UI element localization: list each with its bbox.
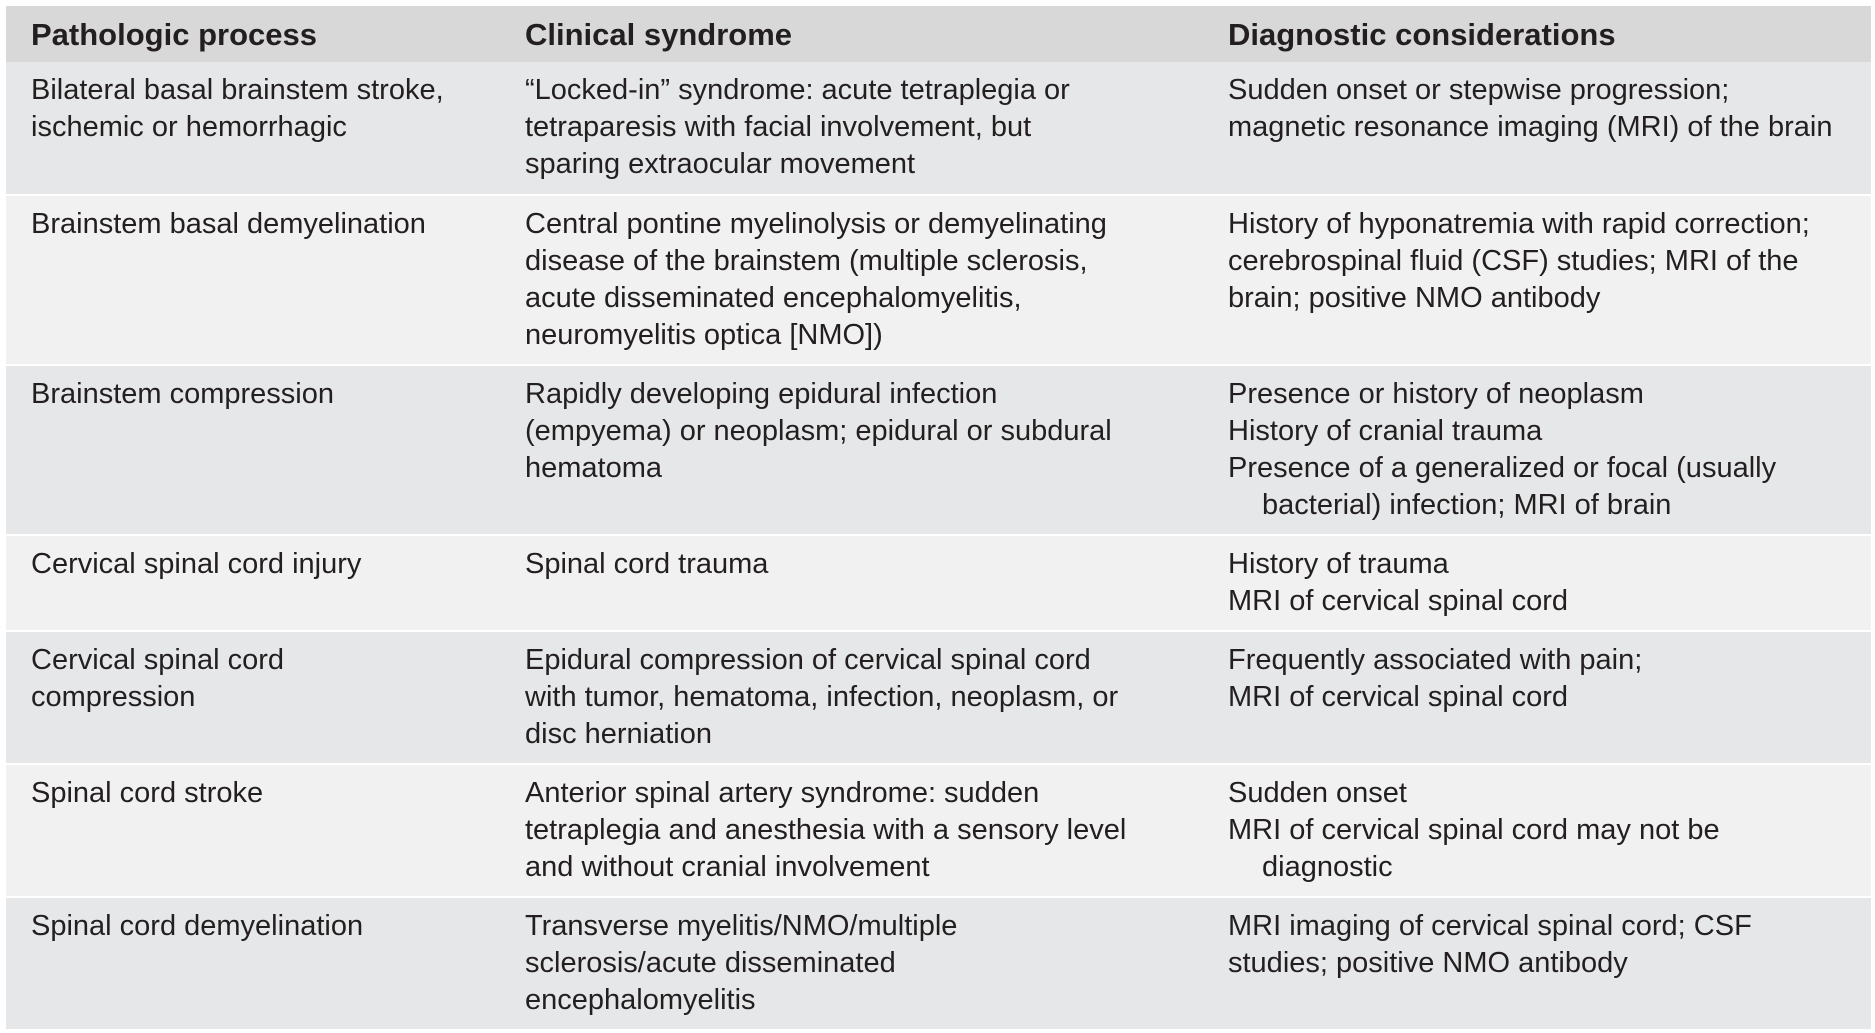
table-row [6,536,1871,630]
differential-diagnosis-table [6,6,1871,1029]
process-cell: Cervical spinal cord injury [31,548,362,580]
table-header-row [6,6,1871,62]
column-header-pathologic-process: Pathologic process [31,17,317,52]
syndrome-cell: Transverse myelitis/NMO/multiple sclerosis/acute disseminated encephalomyelitis [525,910,958,1016]
process-cell: Brainstem compression [31,378,334,410]
diagnostic-cell: Frequently associated with pain; MRI of cervical spinal cord [1228,644,1643,713]
diagnostic-cell: History of trauma MRI of cervical spinal cord [1228,548,1569,617]
process-cell: Bilateral basal brainstem stroke, ischemic or hemorrhagic [31,74,444,143]
diagnostic-cell: Sudden onset MRI of cervical spinal cord may not be diagnostic [1228,777,1720,883]
syndrome-cell: Anterior spinal artery syndrome: sudden tetraplegia and anesthesia with a sensory level and without cranial involvement [525,777,1127,883]
table-row [6,898,1871,1029]
syndrome-cell: “Locked-in” syndrome: acute tetraplegia or tetraparesis with facial involvement, but sparing extraocular movement [525,74,1070,180]
diagnostic-cell: MRI imaging of cervical spinal cord; CSF studies; positive NMO antibody [1228,910,1752,979]
process-cell: Spinal cord demyelination [31,910,364,942]
syndrome-cell: Rapidly developing epidural infection (empyema) or neoplasm; epidural or subdural hematoma [525,378,1112,484]
table-row [6,765,1871,896]
column-header-diagnostic-considerations: Diagnostic considerations [1228,17,1616,52]
diagnostic-cell: History of hyponatremia with rapid correction; cerebrospinal fluid (CSF) studies; MRI of the brain; positive NMO antibody [1228,208,1810,314]
table-row [6,62,1871,194]
diagnostic-cell: Sudden onset or stepwise progression; magnetic resonance imaging (MRI) of the brain [1228,74,1833,143]
diagnostic-cell: Presence or history of neoplasm History of cranial trauma Presence of a generalized or focal (usually bacterial) infection; MRI of brain [1228,378,1777,521]
table-row [6,632,1871,763]
column-header-clinical-syndrome: Clinical syndrome [525,17,793,52]
table-row [6,196,1871,364]
syndrome-cell: Epidural compression of cervical spinal cord with tumor, hematoma, infection, neoplasm, or disc herniation [525,644,1119,750]
process-cell: Brainstem basal demyelination [31,208,426,240]
process-cell: Cervical spinal cord compression [31,644,285,713]
table-row [6,366,1871,534]
process-cell: Spinal cord stroke [31,777,264,809]
syndrome-cell: Central pontine myelinolysis or demyelinating disease of the brainstem (multiple sclerosis, acute disseminated encephalomyelitis, neuromyelitis optica [NMO]) [525,208,1107,351]
syndrome-cell: Spinal cord trauma [525,548,769,580]
